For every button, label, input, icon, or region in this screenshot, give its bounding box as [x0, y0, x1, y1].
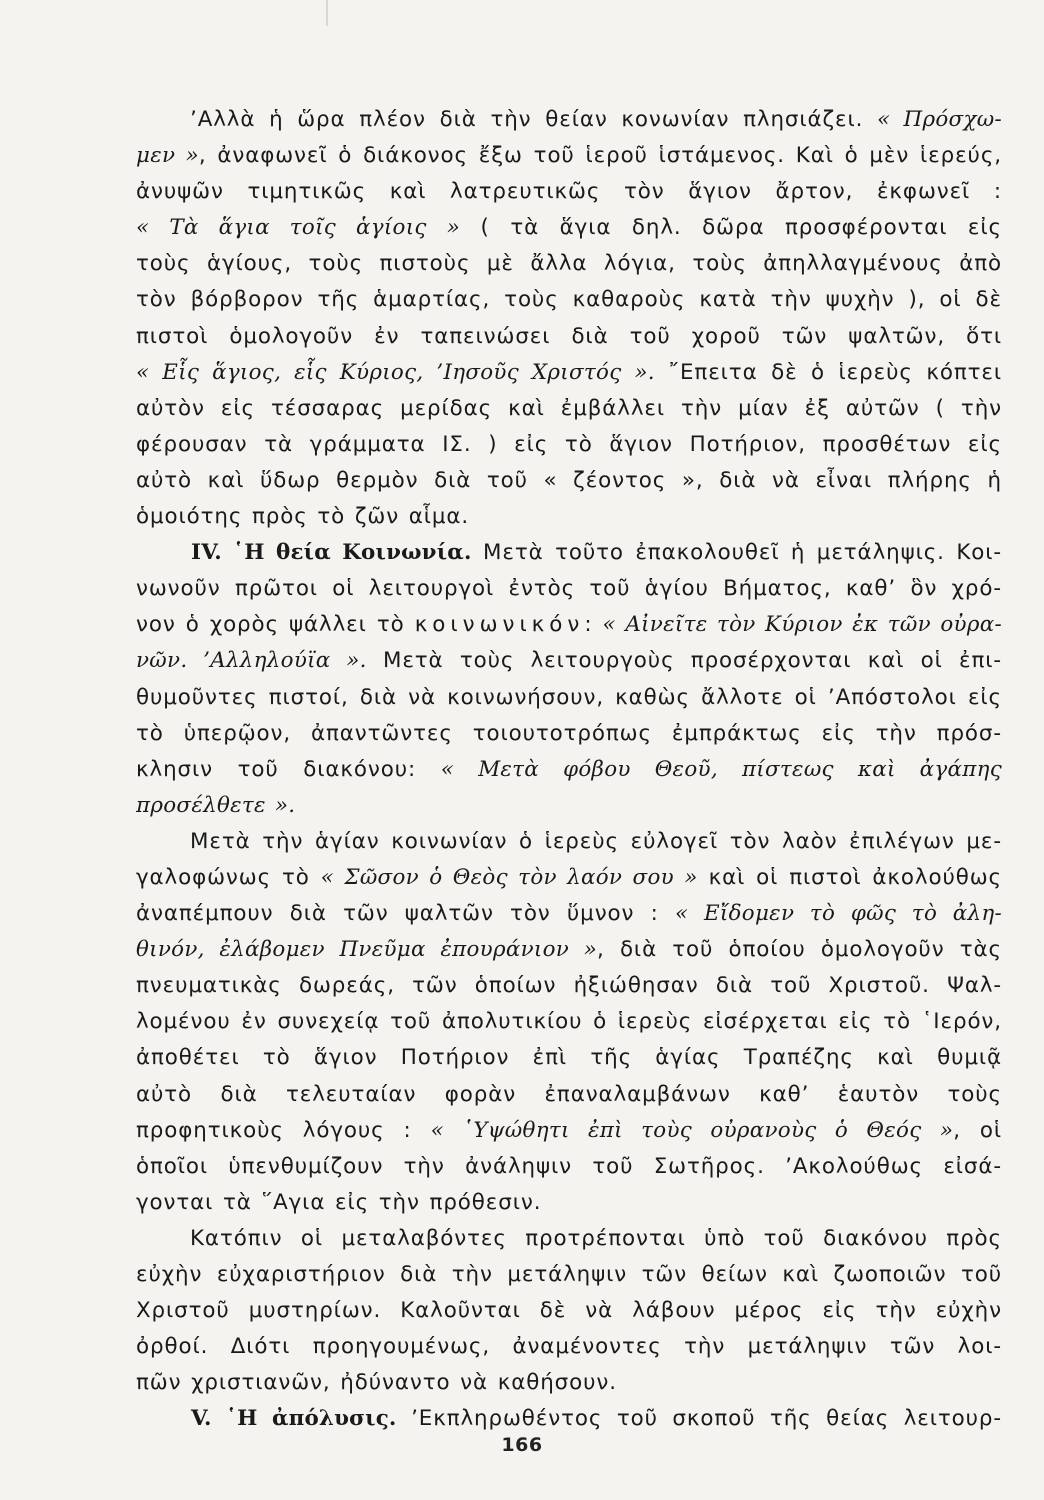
text-line: [136, 463, 1002, 499]
text-segment: ἀναπέμπουν διὰ τῶν ψαλτῶν τὸν ὕμνον :: [136, 901, 675, 927]
text-line: [136, 1040, 1002, 1076]
text-line: [136, 391, 1002, 427]
text-line: [136, 1257, 1002, 1293]
text-segment: κοινωνικόν: [414, 612, 585, 638]
text-segment: εὐχὴν εὐχαριστήριον διὰ τὴν μετάληψιν τῶν θείων καὶ ζωοποιῶν τοῦ: [136, 1262, 1002, 1287]
text-line: [136, 210, 1002, 246]
text-line: [136, 1113, 1002, 1149]
text-segment: αὐτὸν εἰς τέσσαρας μερίδας καὶ ἐμβάλλει τὴν μίαν ἐξ αὐτῶν ( τὴν: [136, 395, 1002, 421]
text-segment: Χριστοῦ μυστηρίων. Καλοῦνται δὲ νὰ λάβουν μέρος εἰς τὴν εὐχὴν: [136, 1298, 1002, 1324]
text-segment: γονται τὰ ῞Αγια εἰς τὴν πρόθεσιν.: [136, 1189, 542, 1215]
text-line: [136, 1185, 1002, 1221]
text-line: [136, 1221, 1002, 1257]
text-line: [136, 680, 1002, 716]
text-line: [136, 1077, 1002, 1113]
section-heading: IV. ῾Η θεία Κοινωνία.: [191, 540, 472, 566]
page-number: 166: [501, 1434, 543, 1456]
text-line: [136, 716, 1002, 752]
text-line: [136, 499, 1002, 535]
text-segment: Κατόπιν οἱ μεταλαβόντες προτρέπονται ὑπὸ τοῦ διακόνου πρὸς: [190, 1225, 1002, 1251]
text-line: [136, 174, 1002, 210]
text-segment: φέρουσαν τὰ γράμματα ΙΣ. ) εἰς τὸ ἅγιον Ποτήριον, προσθέτων εἰς: [136, 431, 1002, 457]
text-segment: ( τὰ ἅγια δηλ. δῶρα προσφέρονται εἰς: [460, 215, 1002, 241]
text-line: [136, 1329, 1002, 1365]
liturgical-quote: « Τὰ ἅγια τοῖς ἁγίοις »: [136, 215, 461, 241]
liturgical-quote: « ῾Υψώθητι ἐπὶ τοὺς οὐρανοὺς ὁ Θεός »: [430, 1117, 954, 1143]
text-segment: Μετὰ τοῦτο ἐπακολουθεῖ ἡ μετάληψις. Κοι-: [471, 540, 1002, 566]
liturgical-quote: προσέλθετε ».: [136, 792, 296, 818]
text-segment: ῎Επειτα δὲ ὁ ἱερεὺς κόπτει: [654, 359, 1002, 385]
text-line: [136, 535, 1002, 571]
text-line: [136, 788, 1002, 824]
liturgical-quote: νῶν. ’Αλληλούϊα ».: [136, 648, 367, 674]
text-line: [136, 355, 1002, 391]
text-segment: , ἀναφωνεῖ ὁ διάκονος ἔξω τοῦ ἱεροῦ ἱστάμενος. Καὶ ὁ μὲν ἱερεύς,: [198, 143, 1002, 169]
liturgical-quote: « Εἴδομεν τὸ φῶς τὸ ἀλη-: [674, 901, 1002, 927]
liturgical-quote: μεν »: [136, 143, 199, 169]
text-line: [136, 571, 1002, 607]
text-line: [136, 1293, 1002, 1329]
text-line: [136, 282, 1002, 318]
text-line: [136, 246, 1002, 282]
text-line: [136, 1149, 1002, 1185]
text-segment: ἀνυψῶν τιμητικῶς καὶ λατρευτικῶς τὸν ἅγιον ἄρτον, ἐκφωνεῖ :: [136, 179, 1002, 205]
text-line: [136, 1004, 1002, 1040]
text-segment: αὐτὸ διὰ τελευταίαν φορὰν ἐπαναλαμβάνων καθ’ ἑαυτὸν τοὺς: [136, 1081, 1002, 1107]
text-segment: λομένου ἐν συνεχείᾳ τοῦ ἀπολυτικίου ὁ ἱερεὺς εἰσέρχεται εἰς τὸ ῾Ιερόν,: [136, 1009, 1002, 1035]
scan-artifact-mark: [326, 0, 328, 26]
text-line: [136, 896, 1002, 932]
text-segment: Μετὰ τοὺς λειτουργοὺς προσέρχονται καὶ οἱ ἐπι-: [366, 648, 1002, 674]
text-line: [136, 607, 1002, 643]
text-segment: τὸ ὑπερῷον, ἀπαντῶντες τοιουτοτρόπως ἐμπράκτως εἰς τὴν πρόσ-: [136, 720, 1002, 746]
text-segment: ἀποθέτει τὸ ἅγιον Ποτήριον ἐπὶ τῆς ἁγίας Τραπέζης καὶ θυμιᾷ: [136, 1045, 1002, 1071]
text-line: [136, 752, 1002, 788]
text-segment: νωνοῦν πρῶτοι οἱ λειτουργοὶ ἐντὸς τοῦ ἁγίου Βήματος, καθ’ ὃν χρό-: [136, 576, 1002, 602]
text-line: [136, 1401, 1002, 1437]
text-segment: ’Εκπληρωθέντος τοῦ σκοποῦ τῆς θείας λειτουρ-: [396, 1406, 1002, 1432]
liturgical-quote: « Μετὰ φόβου Θεοῦ, πίστεως καὶ ἀγάπης: [440, 756, 1002, 782]
body-text: [136, 102, 1002, 1437]
text-segment: τὸν βόρβορον τῆς ἁμαρτίας, τοὺς καθαροὺς κατὰ τὴν ψυχὴν ), οἱ δὲ: [136, 287, 1002, 313]
text-segment: , διὰ τοῦ ὁποίου ὁμολογοῦν τὰς: [597, 937, 1002, 963]
text-segment: πνευματικὰς δωρεάς, τῶν ὁποίων ἠξιώθησαν διὰ τοῦ Χριστοῦ. Ψαλ-: [136, 973, 1002, 999]
text-line: [136, 968, 1002, 1004]
liturgical-quote: θινόν, ἐλάβομεν Πνεῦμα ἐπουράνιον »: [136, 937, 598, 963]
text-segment: προφητικοὺς λόγους :: [136, 1117, 431, 1143]
text-segment: καὶ οἱ πιστοὶ ἀκολούθως: [697, 864, 1002, 890]
text-segment: ὀρθοί. Διότι προηγουμένως, ἀναμένοντες τὴν μετάληψιν τῶν λοι-: [136, 1334, 1002, 1360]
text-line: [136, 932, 1002, 968]
text-line: [136, 824, 1002, 860]
text-segment: Μετὰ τὴν ἁγίαν κοινωνίαν ὁ ἱερεὺς εὐλογεῖ τὸν λαὸν ἐπιλέγων με-: [190, 828, 1002, 854]
text-line: [136, 138, 1002, 174]
text-segment: πῶν χριστιανῶν, ἠδύναντο νὰ καθήσουν.: [136, 1370, 617, 1396]
text-segment: :: [584, 612, 603, 638]
text-segment: νον ὁ χορὸς ψάλλει τὸ: [136, 612, 415, 638]
text-line: [136, 643, 1002, 679]
text-segment: θυμοῦντες πιστοί, διὰ νὰ κοινωνήσουν, καθὼς ἄλλοτε οἱ ’Απόστολοι εἰς: [136, 684, 1002, 710]
text-line: [136, 427, 1002, 463]
liturgical-quote: « Πρόσχω-: [877, 107, 1002, 132]
text-segment: ὁμοιότης πρὸς τὸ ζῶν αἷμα.: [136, 504, 470, 530]
text-segment: πιστοὶ ὁμολογοῦν ἐν ταπεινώσει διὰ τοῦ χοροῦ τῶν ψαλτῶν, ὅτι: [136, 323, 1002, 349]
text-segment: γαλοφώνως τὸ: [136, 864, 321, 890]
text-segment: τοὺς ἁγίους, τοὺς πιστοὺς μὲ ἄλλα λόγια, τοὺς ἀπηλλαγμένους ἀπὸ: [136, 251, 1002, 277]
text-line: [136, 860, 1002, 896]
section-heading: V. ῾Η ἀπόλυσις.: [191, 1406, 397, 1432]
text-segment: , οἱ: [953, 1117, 1002, 1143]
liturgical-quote: « Σῶσον ὁ Θεὸς τὸν λαόν σου »: [320, 864, 698, 890]
text-line: [136, 102, 1002, 138]
text-line: [136, 319, 1002, 355]
text-segment: αὐτὸ καὶ ὕδωρ θερμὸν διὰ τοῦ « ζέοντος », διὰ νὰ εἶναι πλήρης ἡ: [136, 467, 1002, 493]
text-segment: ὁποῖοι ὑπενθυμίζουν τὴν ἀνάληψιν τοῦ Σωτῆρος. ’Ακολούθως εἰσά-: [136, 1153, 1002, 1179]
text-segment: ’Αλλὰ ἡ ὥρα πλέον διὰ τὴν θείαν κονωνίαν πλησιάζει.: [190, 107, 878, 132]
text-line: [136, 1365, 1002, 1401]
text-segment: κλησιν τοῦ διακόνου:: [136, 756, 441, 782]
liturgical-quote: « Εἷς ἅγιος, εἷς Κύριος, ’Ιησοῦς Χριστός ».: [136, 359, 655, 385]
liturgical-quote: « Αἰνεῖτε τὸν Κύριον ἐκ τῶν οὐρα-: [602, 612, 1002, 638]
